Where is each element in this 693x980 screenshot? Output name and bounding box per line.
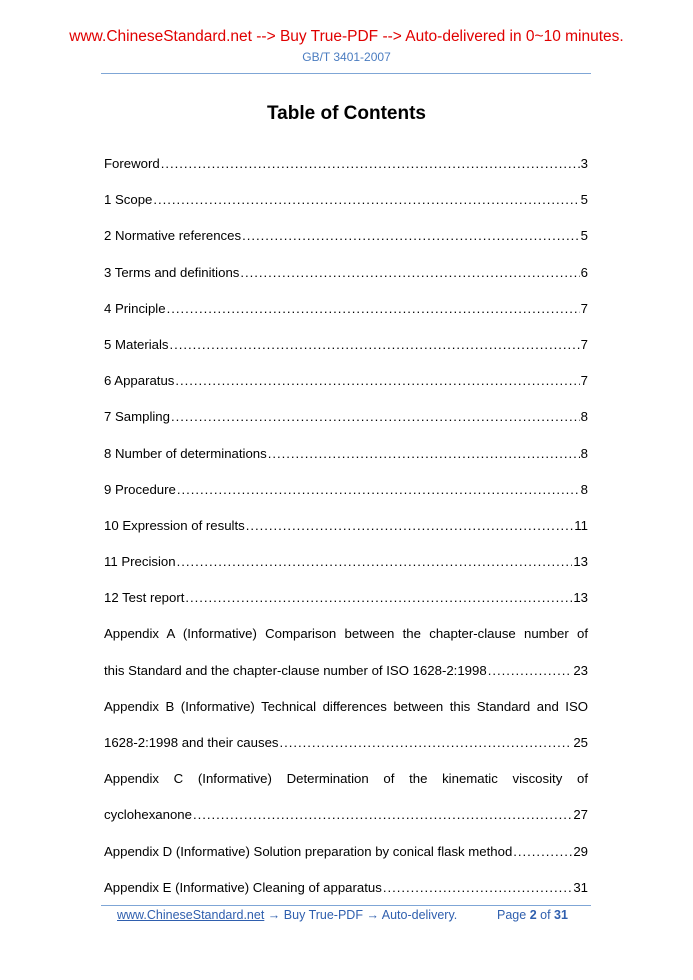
dot-leader — [177, 544, 573, 580]
header-divider — [101, 73, 591, 74]
toc-entry[interactable] — [104, 544, 588, 580]
toc-entry-label: 1 Scope — [104, 192, 153, 208]
footer-divider — [101, 905, 591, 906]
total-pages: 31 — [554, 908, 568, 922]
dot-leader — [177, 472, 580, 508]
appendix-d-entry[interactable] — [104, 834, 588, 870]
toc-entry-label: 10 Expression of results — [104, 517, 245, 533]
toc-entry-page: 6 — [580, 264, 588, 280]
toc-entry-page: 8 — [580, 481, 588, 497]
toc-entry[interactable] — [104, 580, 588, 616]
dot-leader — [193, 797, 572, 833]
dot-leader — [246, 508, 574, 544]
toc-entry-label: 1628-2:1998 and their causes — [104, 735, 279, 750]
table-of-contents — [104, 146, 588, 906]
appendix-c-line1[interactable]: Appendix C (Informative) Determination of the kinematic viscosity of — [104, 771, 588, 787]
toc-entry-page: 5 — [580, 192, 588, 208]
appendix-b-entry[interactable] — [104, 725, 588, 761]
page-title: Table of Contents — [266, 103, 427, 124]
toc-entry-page: 7 — [580, 336, 588, 352]
toc-entry[interactable] — [104, 327, 588, 363]
page-indicator — [497, 907, 568, 923]
toc-entry-label: 4 Principle — [104, 300, 166, 316]
arrow-icon: → — [366, 908, 379, 922]
current-page: 2 — [529, 908, 537, 922]
toc-entry-page: 7 — [580, 373, 588, 389]
dot-leader — [488, 653, 573, 689]
dot-leader — [167, 291, 580, 327]
toc-entry-label: 2 Normative references — [104, 228, 242, 244]
dot-leader — [161, 146, 580, 182]
appendix-c-entry[interactable] — [104, 797, 588, 833]
dot-leader — [185, 580, 572, 616]
toc-entry-label: Foreword — [104, 156, 160, 171]
toc-entry[interactable] — [104, 472, 588, 508]
toc-entry-label: 11 Precision — [104, 554, 176, 570]
toc-entry-label: 3 Terms and definitions — [104, 264, 240, 280]
dot-leader — [170, 327, 580, 363]
toc-entry-label: 9 Procedure — [104, 481, 176, 497]
dot-leader — [240, 255, 579, 291]
footer-buy-text: Buy True-PDF — [283, 908, 363, 922]
toc-entry-page: 3 — [580, 156, 588, 171]
toc-entry[interactable] — [104, 508, 588, 544]
dot-leader — [268, 436, 580, 472]
toc-entry-page: 7 — [580, 300, 588, 316]
toc-entry[interactable] — [104, 399, 588, 435]
toc-entry-page: 23 — [573, 662, 588, 678]
appendix-a-entry[interactable] — [104, 653, 588, 689]
toc-entry-page: 13 — [573, 590, 588, 606]
toc-entry[interactable] — [104, 436, 588, 472]
top-banner[interactable]: www.ChineseStandard.net --> Buy True-PDF --> Auto-delivered in 0~10 minutes. — [69, 28, 624, 45]
toc-entry-page: 27 — [573, 807, 588, 823]
toc-entry-page: 8 — [580, 409, 588, 425]
dot-leader — [171, 399, 580, 435]
page-label: Page — [497, 908, 527, 922]
toc-entry-label: 8 Number of determinations — [104, 445, 267, 461]
toc-entry[interactable] — [104, 291, 588, 327]
toc-entry-page: 13 — [573, 554, 588, 570]
toc-entry-label: 5 Materials — [104, 336, 169, 352]
appendix-e-entry[interactable] — [104, 870, 588, 906]
toc-entry[interactable] — [104, 182, 588, 218]
toc-entry-page: 31 — [573, 879, 588, 895]
toc-entry[interactable] — [104, 255, 588, 291]
dot-leader — [280, 725, 573, 761]
toc-entry-label: this Standard and the chapter-clause number of ISO 1628-2:1998 — [104, 662, 487, 678]
toc-entry-label: 6 Apparatus — [104, 373, 175, 389]
appendix-a-line1[interactable]: Appendix A (Informative) Comparison between the chapter-clause number of — [104, 626, 588, 642]
toc-entry-page: 11 — [574, 517, 588, 533]
page-footer — [117, 907, 587, 923]
dot-leader — [175, 363, 579, 399]
document-id: GB/T 3401-2007 — [302, 50, 391, 64]
footer-delivery-text: Auto-delivery. — [381, 908, 458, 922]
toc-entry-label: Appendix E (Informative) Cleaning of apparatus — [104, 879, 382, 895]
toc-entry-page: 5 — [580, 228, 588, 244]
toc-entry-label: 12 Test report — [104, 590, 185, 606]
footer-site-link[interactable]: www.ChineseStandard.net — [117, 908, 265, 922]
arrow-icon: → — [267, 908, 281, 922]
of-label: of — [540, 908, 551, 922]
dot-leader — [242, 218, 580, 254]
dot-leader — [383, 870, 573, 906]
toc-entry-page: 8 — [580, 445, 588, 461]
toc-entry[interactable] — [104, 146, 588, 182]
dot-leader — [513, 834, 572, 870]
toc-entry-label: Appendix D (Informative) Solution preparation by conical flask method — [104, 843, 513, 859]
appendix-b-line1[interactable]: Appendix B (Informative) Technical differences between this Standard and ISO — [104, 698, 588, 714]
dot-leader — [153, 182, 579, 218]
toc-entry[interactable] — [104, 218, 588, 254]
toc-entry-label: cyclohexanone — [104, 807, 192, 823]
toc-entry-label: 7 Sampling — [104, 409, 170, 425]
toc-entry[interactable] — [104, 363, 588, 399]
toc-entry-page: 25 — [573, 735, 588, 750]
toc-entry-page: 29 — [573, 843, 588, 859]
